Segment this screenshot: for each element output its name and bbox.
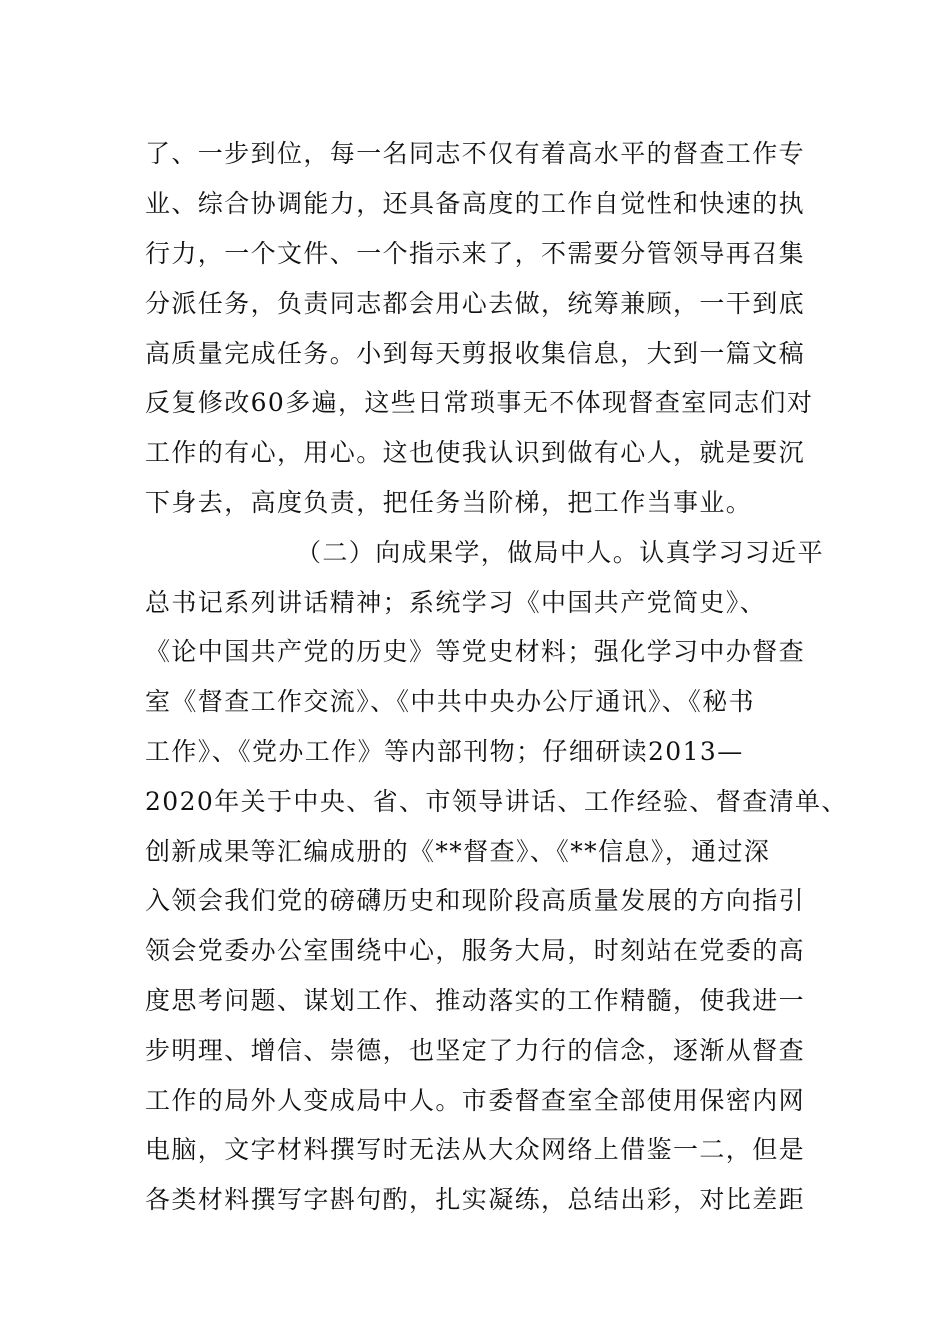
text-line: 工作》、《党办工作》等内部刊物；仔细研读2013— <box>145 737 744 766</box>
text-line: 步明理、增信、崇德，也坚定了力行的信念，逐渐从督查 <box>145 1036 806 1065</box>
text-line: 各类材料撰写字斟句酌，扎实凝练，总结出彩，对比差距 <box>145 1185 806 1214</box>
text-line: 工作的有心，用心。这也使我认识到做有心人，就是要沉 <box>145 438 806 467</box>
text-line: 入领会我们党的磅礴历史和现阶段高质量发展的方向指引 <box>145 886 806 915</box>
text-line: 高质量完成任务。小到每天剪报收集信息，大到一篇文稿 <box>145 339 806 368</box>
section-heading-line: （二）向成果学，做局中人。认真学习习近平 <box>296 538 825 567</box>
text-line: 工作的局外人变成局中人。市委督查室全部使用保密内网 <box>145 1086 806 1115</box>
text-line: 电脑，文字材料撰写时无法从大众网络上借鉴一二，但是 <box>145 1135 806 1164</box>
text-line: 室《督查工作交流》、《中共中央办公厅通讯》、《秘书 <box>145 687 756 716</box>
text-line: 业、综合协调能力，还具备高度的工作自觉性和快速的执 <box>145 189 806 218</box>
text-line: 行力，一个文件、一个指示来了，不需要分管领导再召集 <box>145 239 806 268</box>
text-line: 分派任务，负责同志都会用心去做，统筹兼顾，一干到底 <box>145 289 806 318</box>
text-line: 《论中国共产党的历史》等党史材料；强化学习中办督查 <box>145 637 806 666</box>
text-line: 度思考问题、谋划工作、推动落实的工作精髓，使我进一 <box>145 986 806 1015</box>
text-line: 2020年关于中央、省、市领导讲话、工作经验、督查清单、 <box>145 787 848 816</box>
text-line: 创新成果等汇编成册的《**督查》、《**信息》，通过深 <box>145 837 771 866</box>
text-line: 总书记系列讲话精神；系统学习《中国共产党简史》、 <box>145 588 767 617</box>
text-line: 领会党委办公室围绕中心，服务大局，时刻站在党委的高 <box>145 936 806 965</box>
text-line: 反复修改60多遍，这些日常琐事无不体现督查室同志们对 <box>145 388 814 417</box>
text-line: 了、一步到位，每一名同志不仅有着高水平的督查工作专 <box>145 139 806 168</box>
text-line: 下身去，高度负责，把任务当阶梯，把工作当事业。 <box>145 488 753 517</box>
